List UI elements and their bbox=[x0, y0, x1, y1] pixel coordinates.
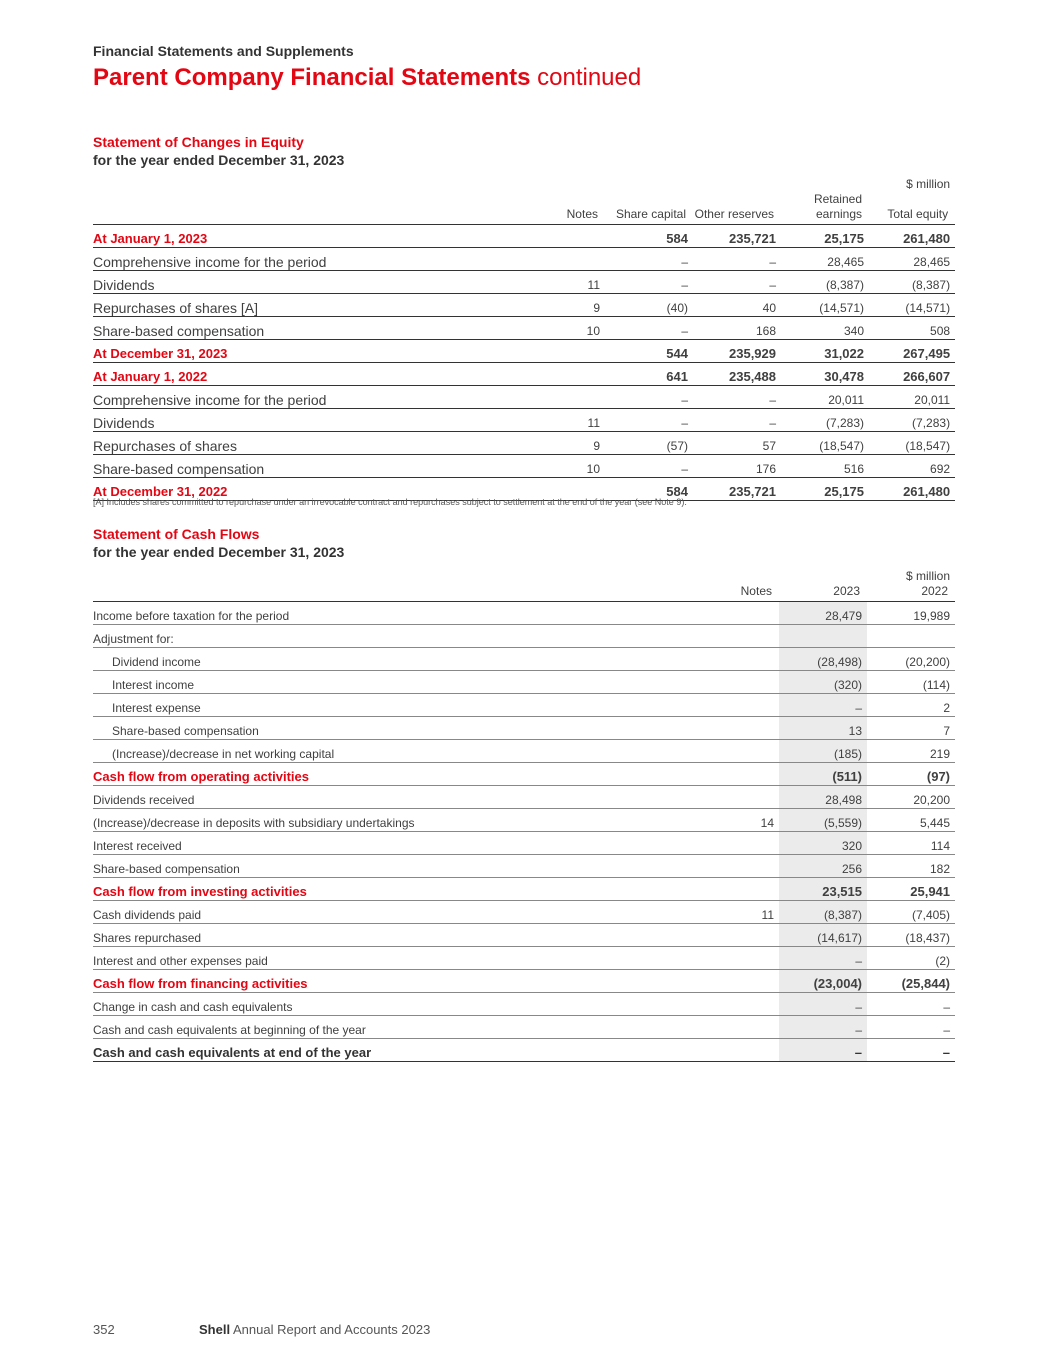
row-2023: 320 bbox=[779, 832, 867, 855]
row-notes bbox=[693, 648, 779, 671]
row-2023: – bbox=[779, 993, 867, 1016]
row-share-capital: (57) bbox=[605, 432, 693, 455]
cashflow-row bbox=[93, 1016, 955, 1039]
section-label: Financial Statements and Supplements bbox=[93, 43, 354, 59]
row-notes bbox=[693, 763, 779, 786]
row-other-reserves: – bbox=[693, 248, 781, 271]
row-label: Cash flow from operating activities bbox=[93, 763, 693, 786]
equity-row bbox=[93, 409, 955, 432]
row-retained-earnings: (7,283) bbox=[781, 409, 869, 432]
row-label: (Increase)/decrease in net working capital bbox=[93, 740, 693, 763]
row-notes bbox=[693, 602, 779, 625]
row-other-reserves: 235,721 bbox=[693, 225, 781, 248]
row-retained-earnings: 30,478 bbox=[781, 363, 869, 386]
cashflow-row bbox=[93, 993, 955, 1016]
row-2023: (5,559) bbox=[779, 809, 867, 832]
equity-row bbox=[93, 271, 955, 294]
row-notes bbox=[693, 855, 779, 878]
cashflow-row bbox=[93, 763, 955, 786]
row-label: Repurchases of shares [A] bbox=[93, 294, 511, 317]
row-notes: 9 bbox=[511, 294, 605, 317]
row-share-capital: – bbox=[605, 271, 693, 294]
row-label: Share-based compensation bbox=[93, 717, 693, 740]
equity-row bbox=[93, 363, 955, 386]
row-2022: 114 bbox=[867, 832, 955, 855]
row-notes bbox=[693, 1039, 779, 1062]
cashflow-row bbox=[93, 648, 955, 671]
row-2022 bbox=[867, 625, 955, 648]
row-share-capital: – bbox=[605, 455, 693, 478]
col-retained-earnings: Retained earnings bbox=[781, 192, 869, 225]
report-name: Annual Report and Accounts 2023 bbox=[232, 1322, 431, 1337]
row-2023: (320) bbox=[779, 671, 867, 694]
cashflow-row bbox=[93, 1039, 955, 1062]
row-2023: (8,387) bbox=[779, 901, 867, 924]
row-total-equity: 20,011 bbox=[869, 386, 955, 409]
row-2022: (97) bbox=[867, 763, 955, 786]
row-2022: 182 bbox=[867, 855, 955, 878]
row-total-equity: 267,495 bbox=[869, 340, 955, 363]
row-total-equity: 692 bbox=[869, 455, 955, 478]
row-2022: (25,844) bbox=[867, 970, 955, 993]
row-other-reserves: 235,488 bbox=[693, 363, 781, 386]
row-2023: 28,479 bbox=[779, 602, 867, 625]
cashflow-row bbox=[93, 694, 955, 717]
row-notes bbox=[693, 740, 779, 763]
cashflow-row bbox=[93, 625, 955, 648]
page-title-main: Parent Company Financial Statements bbox=[93, 64, 531, 91]
cashflow-table bbox=[93, 562, 955, 1062]
row-notes: 10 bbox=[511, 455, 605, 478]
cashflow-header-row bbox=[93, 584, 955, 602]
row-notes bbox=[693, 671, 779, 694]
row-label: (Increase)/decrease in deposits with subsidiary undertakings bbox=[93, 809, 693, 832]
row-total-equity: 28,465 bbox=[869, 248, 955, 271]
row-2022: (2) bbox=[867, 947, 955, 970]
row-total-equity: (8,387) bbox=[869, 271, 955, 294]
row-label: Comprehensive income for the period bbox=[93, 248, 511, 271]
row-2022: 219 bbox=[867, 740, 955, 763]
equity-row bbox=[93, 386, 955, 409]
row-label: Interest received bbox=[93, 832, 693, 855]
col-other-reserves: Other reserves bbox=[693, 192, 781, 225]
equity-row bbox=[93, 340, 955, 363]
row-label: Share-based compensation bbox=[93, 317, 511, 340]
row-share-capital: – bbox=[605, 386, 693, 409]
row-2022: 2 bbox=[867, 694, 955, 717]
row-other-reserves: – bbox=[693, 271, 781, 294]
cashflow-row bbox=[93, 832, 955, 855]
row-total-equity: 261,480 bbox=[869, 478, 955, 501]
row-label: Interest income bbox=[93, 671, 693, 694]
row-notes: 11 bbox=[693, 901, 779, 924]
row-label: Cash flow from investing activities bbox=[93, 878, 693, 901]
col-notes: Notes bbox=[511, 192, 605, 225]
equity-row bbox=[93, 225, 955, 248]
row-label: Repurchases of shares bbox=[93, 432, 511, 455]
row-label: Adjustment for: bbox=[93, 625, 693, 648]
row-notes bbox=[511, 340, 605, 363]
row-other-reserves: 168 bbox=[693, 317, 781, 340]
row-2022: – bbox=[867, 993, 955, 1016]
row-label: Interest and other expenses paid bbox=[93, 947, 693, 970]
cashflow-row bbox=[93, 970, 955, 993]
row-notes: 14 bbox=[693, 809, 779, 832]
row-retained-earnings: 516 bbox=[781, 455, 869, 478]
cashflow-row bbox=[93, 740, 955, 763]
row-2023: – bbox=[779, 1016, 867, 1039]
row-total-equity: 261,480 bbox=[869, 225, 955, 248]
row-label: Comprehensive income for the period bbox=[93, 386, 511, 409]
row-total-equity: (7,283) bbox=[869, 409, 955, 432]
row-notes bbox=[511, 248, 605, 271]
row-label: At January 1, 2023 bbox=[93, 225, 511, 248]
equity-table bbox=[93, 170, 955, 501]
row-2023: 256 bbox=[779, 855, 867, 878]
row-notes: 10 bbox=[511, 317, 605, 340]
row-total-equity: 508 bbox=[869, 317, 955, 340]
row-notes: 11 bbox=[511, 271, 605, 294]
row-other-reserves: – bbox=[693, 386, 781, 409]
equity-row bbox=[93, 455, 955, 478]
row-share-capital: 584 bbox=[605, 478, 693, 501]
row-retained-earnings: (8,387) bbox=[781, 271, 869, 294]
row-label: Cash and cash equivalents at beginning of the year bbox=[93, 1016, 693, 1039]
row-retained-earnings: 31,022 bbox=[781, 340, 869, 363]
equity-row bbox=[93, 317, 955, 340]
row-2023: – bbox=[779, 947, 867, 970]
cashflow-row bbox=[93, 602, 955, 625]
row-2023: – bbox=[779, 1039, 867, 1062]
row-label: At January 1, 2022 bbox=[93, 363, 511, 386]
row-notes bbox=[511, 386, 605, 409]
row-retained-earnings: 28,465 bbox=[781, 248, 869, 271]
equity-header-row bbox=[93, 192, 955, 225]
row-2023 bbox=[779, 625, 867, 648]
cashflow-row bbox=[93, 924, 955, 947]
row-2023: (185) bbox=[779, 740, 867, 763]
row-notes bbox=[693, 878, 779, 901]
row-2023: 23,515 bbox=[779, 878, 867, 901]
row-notes bbox=[511, 225, 605, 248]
equity-row bbox=[93, 248, 955, 271]
row-notes: 11 bbox=[511, 409, 605, 432]
row-notes bbox=[693, 970, 779, 993]
row-share-capital: – bbox=[605, 409, 693, 432]
row-2023: – bbox=[779, 694, 867, 717]
brand-name: Shell bbox=[199, 1322, 231, 1337]
row-label: Dividend income bbox=[93, 648, 693, 671]
row-notes bbox=[693, 625, 779, 648]
footer-brand bbox=[199, 1322, 430, 1337]
row-2022: (20,200) bbox=[867, 648, 955, 671]
col-notes: Notes bbox=[693, 584, 779, 602]
page-number: 352 bbox=[93, 1322, 115, 1337]
equity-unit: $ million bbox=[906, 177, 951, 191]
equity-row bbox=[93, 432, 955, 455]
row-2022: – bbox=[867, 1016, 955, 1039]
row-retained-earnings: 25,175 bbox=[781, 225, 869, 248]
row-label: Shares repurchased bbox=[93, 924, 693, 947]
row-retained-earnings: 340 bbox=[781, 317, 869, 340]
row-label: Cash flow from financing activities bbox=[93, 970, 693, 993]
row-label: Interest expense bbox=[93, 694, 693, 717]
row-2022: (114) bbox=[867, 671, 955, 694]
row-label: Dividends received bbox=[93, 786, 693, 809]
equity-footnote: [A] Includes shares committed to repurchase under an irrevocable contract and repurchases subject to settlement at the end of the year (see Note 9). bbox=[93, 497, 687, 507]
row-label: Income before taxation for the period bbox=[93, 602, 693, 625]
row-notes bbox=[693, 694, 779, 717]
row-2023: 28,498 bbox=[779, 786, 867, 809]
row-notes bbox=[511, 363, 605, 386]
row-share-capital: 584 bbox=[605, 225, 693, 248]
cashflow-subtitle: for the year ended December 31, 2023 bbox=[93, 544, 345, 560]
col-2022: 2022 bbox=[867, 584, 955, 602]
row-label: Dividends bbox=[93, 271, 511, 294]
col-share-capital: Share capital bbox=[605, 192, 693, 225]
row-notes bbox=[693, 832, 779, 855]
row-share-capital: – bbox=[605, 317, 693, 340]
row-2023: (28,498) bbox=[779, 648, 867, 671]
row-total-equity: 266,607 bbox=[869, 363, 955, 386]
row-other-reserves: 235,721 bbox=[693, 478, 781, 501]
row-label: Share-based compensation bbox=[93, 455, 511, 478]
row-notes bbox=[693, 993, 779, 1016]
row-label: Share-based compensation bbox=[93, 855, 693, 878]
cashflow-row bbox=[93, 671, 955, 694]
row-total-equity: (14,571) bbox=[869, 294, 955, 317]
row-other-reserves: 176 bbox=[693, 455, 781, 478]
row-2022: 20,200 bbox=[867, 786, 955, 809]
row-share-capital: (40) bbox=[605, 294, 693, 317]
row-other-reserves: 40 bbox=[693, 294, 781, 317]
col-total-equity: Total equity bbox=[869, 192, 955, 225]
page-footer bbox=[93, 1322, 431, 1337]
row-retained-earnings: (18,547) bbox=[781, 432, 869, 455]
cashflow-row bbox=[93, 855, 955, 878]
col-2023: 2023 bbox=[779, 584, 867, 602]
row-label: At December 31, 2023 bbox=[93, 340, 511, 363]
cashflow-row bbox=[93, 809, 955, 832]
row-label: Change in cash and cash equivalents bbox=[93, 993, 693, 1016]
page-title bbox=[93, 64, 641, 92]
page-title-suffix: continued bbox=[537, 64, 642, 91]
row-notes bbox=[693, 1016, 779, 1039]
cashflow-title: Statement of Cash Flows bbox=[93, 526, 260, 542]
row-other-reserves: – bbox=[693, 409, 781, 432]
row-2022: 5,445 bbox=[867, 809, 955, 832]
row-notes: 9 bbox=[511, 432, 605, 455]
row-notes bbox=[693, 924, 779, 947]
row-other-reserves: 235,929 bbox=[693, 340, 781, 363]
row-notes bbox=[693, 947, 779, 970]
row-2023: (23,004) bbox=[779, 970, 867, 993]
row-notes bbox=[693, 786, 779, 809]
row-retained-earnings: 20,011 bbox=[781, 386, 869, 409]
row-2023: (511) bbox=[779, 763, 867, 786]
equity-unit-row bbox=[93, 170, 955, 192]
row-2022: – bbox=[867, 1039, 955, 1062]
row-share-capital: 641 bbox=[605, 363, 693, 386]
cashflow-row bbox=[93, 947, 955, 970]
equity-subtitle: for the year ended December 31, 2023 bbox=[93, 152, 345, 168]
row-share-capital: 544 bbox=[605, 340, 693, 363]
row-2022: (7,405) bbox=[867, 901, 955, 924]
row-other-reserves: 57 bbox=[693, 432, 781, 455]
row-retained-earnings: 25,175 bbox=[781, 478, 869, 501]
row-2022: (18,437) bbox=[867, 924, 955, 947]
row-label: Cash and cash equivalents at end of the year bbox=[93, 1039, 693, 1062]
row-notes bbox=[693, 717, 779, 740]
row-2023: (14,617) bbox=[779, 924, 867, 947]
cashflow-row bbox=[93, 717, 955, 740]
row-share-capital: – bbox=[605, 248, 693, 271]
row-2022: 25,941 bbox=[867, 878, 955, 901]
equity-row bbox=[93, 294, 955, 317]
cashflow-row bbox=[93, 901, 955, 924]
row-label: At December 31, 2022 bbox=[93, 478, 511, 501]
row-2022: 7 bbox=[867, 717, 955, 740]
row-2023: 13 bbox=[779, 717, 867, 740]
row-retained-earnings: (14,571) bbox=[781, 294, 869, 317]
cashflow-unit: $ million bbox=[906, 569, 951, 583]
row-label: Cash dividends paid bbox=[93, 901, 693, 924]
row-2022: 19,989 bbox=[867, 602, 955, 625]
row-label: Dividends bbox=[93, 409, 511, 432]
equity-title: Statement of Changes in Equity bbox=[93, 134, 304, 150]
cashflow-unit-row bbox=[93, 562, 955, 584]
cashflow-row bbox=[93, 786, 955, 809]
cashflow-row bbox=[93, 878, 955, 901]
row-total-equity: (18,547) bbox=[869, 432, 955, 455]
